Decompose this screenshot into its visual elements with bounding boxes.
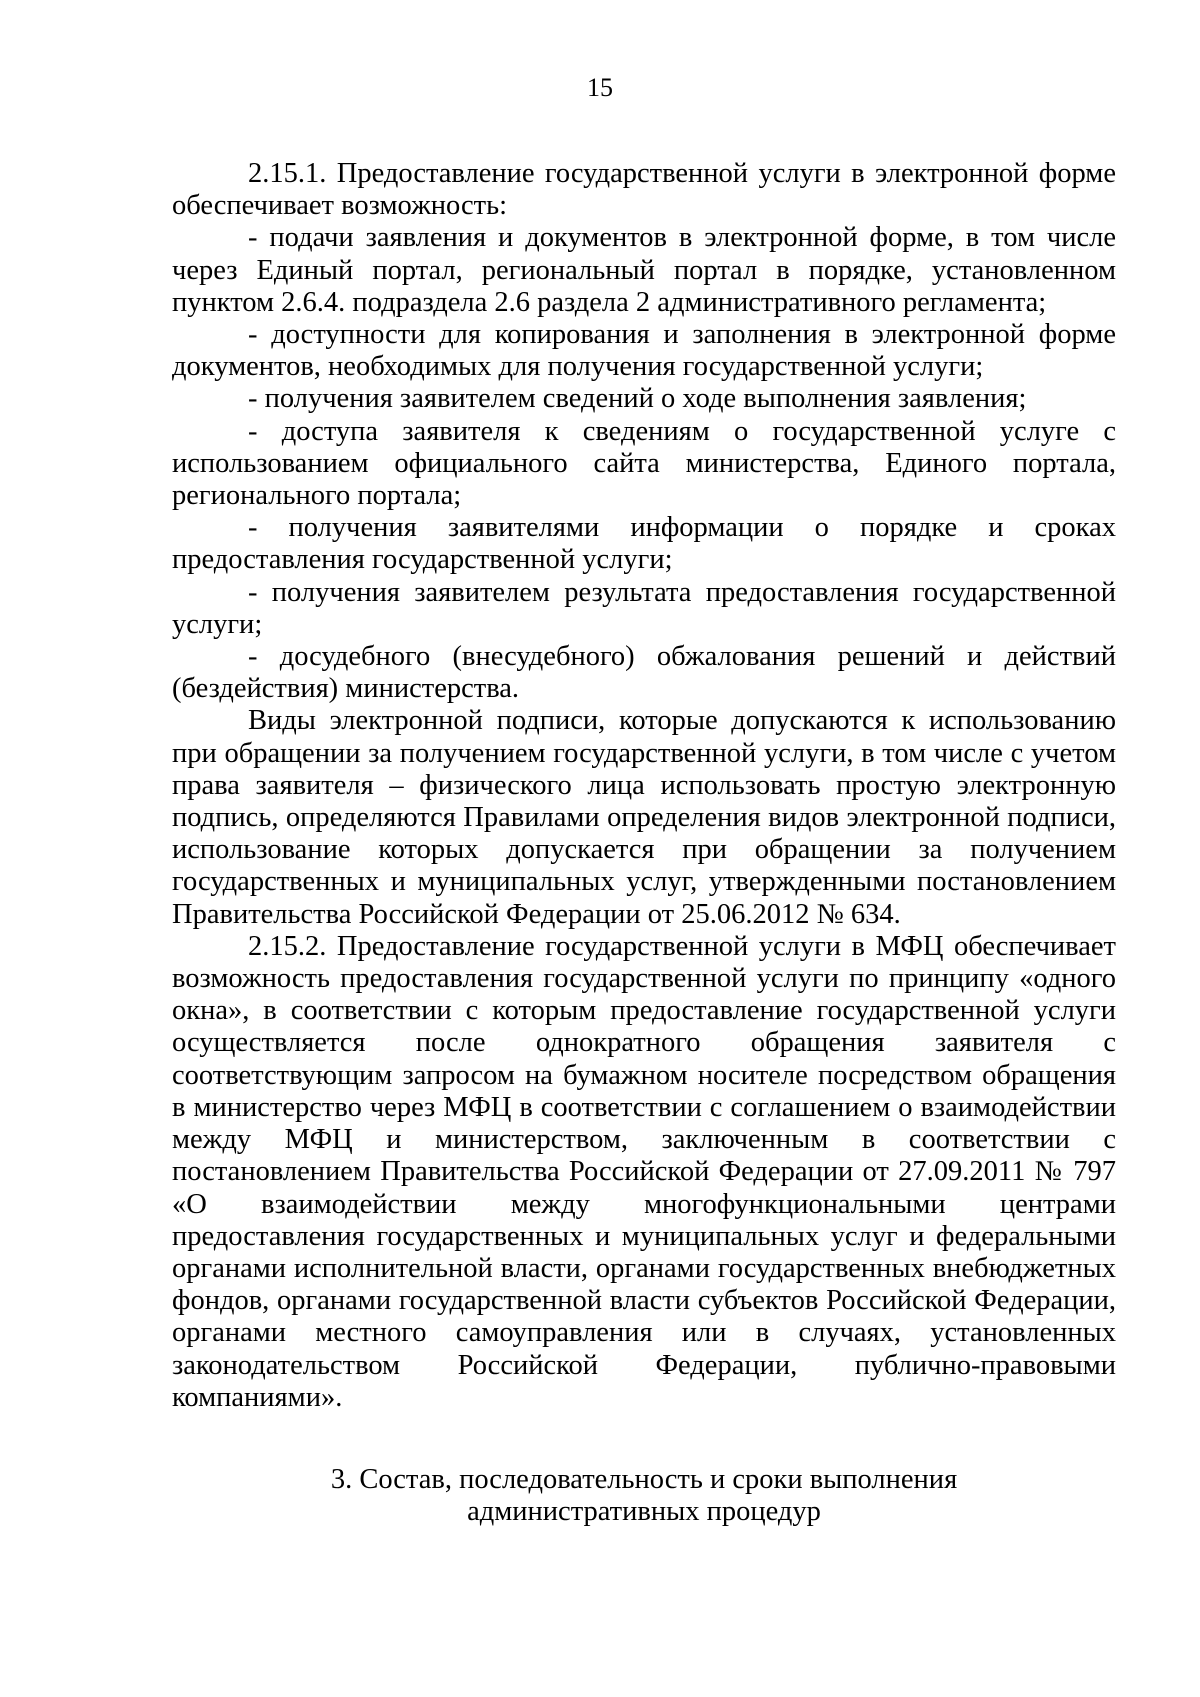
section-heading-line-1: 3. Состав, последовательность и сроки выполнения	[330, 1464, 958, 1495]
list-item-result: - получения заявителем результата предоставления государственной услуги;	[172, 576, 1116, 640]
section-heading	[172, 1464, 1116, 1528]
page-number: 15	[587, 73, 613, 102]
list-item-status-info: - получения заявителем сведений о ходе выполнения заявления;	[248, 383, 1027, 415]
list-item-procedure-info: - получения заявителями информации о порядке и сроках предоставления государственной услуги;	[172, 512, 1116, 576]
paragraph-2-15-1: 2.15.1. Предоставление государственной услуги в электронной форме обеспечивает возможность:	[172, 158, 1116, 222]
list-item-submission: - подачи заявления и документов в электронной форме, в том числе через Единый портал, региональный портал в порядке, установленном пунктом 2.6.4. подраздела 2.6 раздела 2 административного регламента;	[172, 222, 1116, 318]
list-item-forms-availability: - доступности для копирования и заполнения в электронной форме документов, необходимых для получения государственной услуги;	[172, 319, 1116, 383]
list-item-service-info-access: - доступа заявителя к сведениям о государственной услуге с использованием официального сайта министерства, Единого портала, регионального портала;	[172, 415, 1116, 512]
section-heading-line-2: административных процедур	[467, 1496, 821, 1528]
paragraph-2-15-2: 2.15.2. Предоставление государственной услуги в МФЦ обеспечивает возможность предоставления государственной услуги по принципу «одного окна», в соответствии с которым предоставление государственной услуги осуществляется после однократного обращения заявителя с соответствующим запросом на бумажном носителе посредством обращения в министерство через МФЦ в соответствии с соглашением о взаимодействии между МФЦ и министерством, заключенным в соответствии с постановлением Правительства Российской Федерации от 27.09.2011 № 797 «О взаимодействии между многофункциональными центрами предоставления государственных и муниципальных услуг и федеральными органами исполнительной власти, органами государственных внебюджетных фондов, органами государственной власти субъектов Российской Федерации, органами местного самоуправления или в случаях, установленных законодательством Российской Федерации, публично-правовыми компаниями».	[172, 930, 1116, 1413]
paragraph-electronic-signature: Виды электронной подписи, которые допускаются к использованию при обращении за получением государственной услуги, в том числе с учетом права заявителя – физического лица использовать простую электронную подпись, определяются Правилами определения видов электронной подписи, использование которых допускается при обращении за получением государственных и муниципальных услуг, утвержденными постановлением Правительства Российской Федерации от 25.06.2012 № 634.	[172, 705, 1116, 930]
list-item-appeal: - досудебного (внесудебного) обжалования решений и действий (бездействия) министерства.	[172, 641, 1116, 705]
document-body	[172, 158, 1116, 1414]
